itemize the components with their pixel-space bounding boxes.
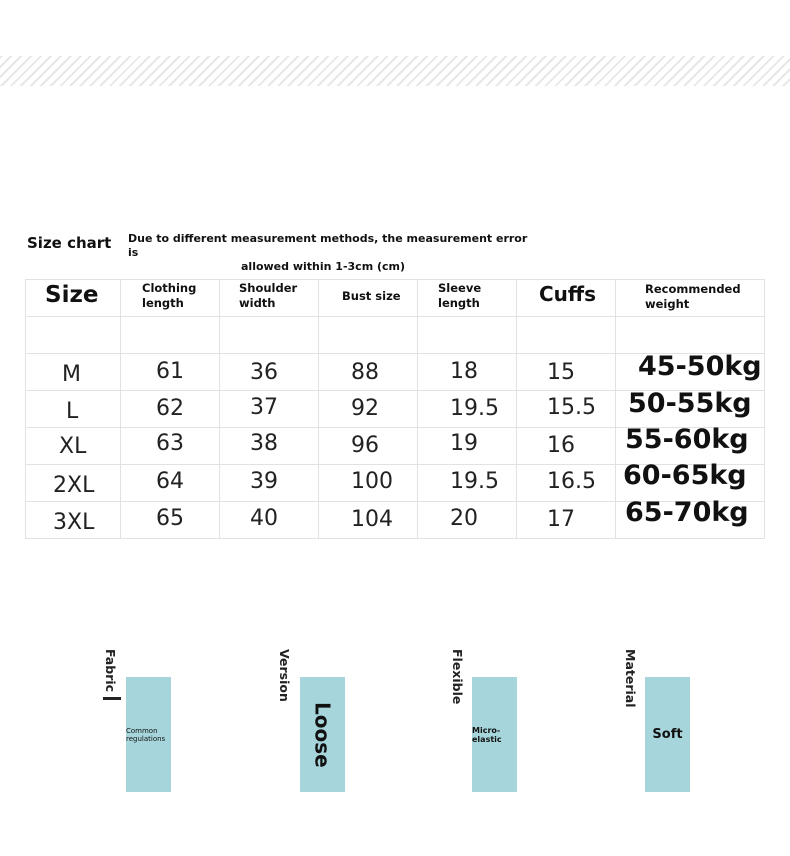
header-size: Size	[45, 282, 99, 308]
measurement-note-line-1: Due to different measurement methods, the measurement error is	[128, 232, 528, 259]
row-sleeve-length: 19	[450, 431, 478, 456]
table-grid-line	[25, 538, 765, 539]
table-grid-line	[25, 316, 765, 317]
feature-bar	[300, 677, 345, 792]
table-grid-line	[120, 279, 121, 539]
header-cuffs: Cuffs	[539, 282, 597, 306]
row-shoulder-width: 38	[250, 431, 278, 456]
row-sleeve-length: 19.5	[450, 396, 499, 421]
row-recommended-weight: 65-70kg	[625, 497, 749, 528]
feature-bar	[472, 677, 517, 792]
table-grid-line	[25, 279, 26, 539]
table-grid-line	[764, 279, 765, 539]
decorative-mark	[103, 697, 121, 700]
row-clothing-length: 64	[156, 469, 184, 494]
row-size: M	[62, 362, 81, 387]
row-size: 3XL	[53, 510, 95, 535]
table-grid-line	[219, 279, 220, 539]
feature-label: Flexible	[450, 649, 465, 705]
feature-label: Material	[623, 649, 638, 708]
row-recommended-weight: 55-60kg	[625, 424, 749, 455]
row-sleeve-length: 20	[450, 506, 478, 531]
table-grid-line	[318, 279, 319, 539]
feature-fabric	[103, 645, 233, 805]
row-bust-size: 100	[351, 469, 393, 494]
feature-material	[623, 645, 753, 805]
row-clothing-length: 63	[156, 431, 184, 456]
row-cuffs: 16	[547, 433, 575, 458]
feature-value: Common regulations	[126, 726, 166, 743]
row-cuffs: 17	[547, 507, 575, 532]
row-size: L	[66, 399, 79, 424]
feature-label: Fabric	[103, 649, 118, 693]
measurement-note-line-2: allowed within 1-3cm (cm)	[241, 260, 406, 273]
feature-bar	[645, 677, 690, 792]
row-size: XL	[59, 434, 87, 459]
row-clothing-length: 62	[156, 396, 184, 421]
row-cuffs: 16.5	[547, 469, 596, 494]
table-grid-line	[25, 279, 765, 280]
row-recommended-weight: 50-55kg	[628, 388, 752, 419]
size-chart-title: Size chart	[27, 234, 112, 252]
feature-value: Soft	[652, 727, 683, 742]
feature-value: Micro-elastic	[472, 725, 502, 744]
row-recommended-weight: 60-65kg	[623, 460, 747, 491]
row-bust-size: 104	[351, 507, 393, 532]
table-grid-line	[615, 279, 616, 539]
feature-value: Loose	[310, 701, 335, 768]
feature-bar	[126, 677, 171, 792]
row-bust-size: 92	[351, 396, 379, 421]
row-shoulder-width: 39	[250, 469, 278, 494]
row-bust-size: 96	[351, 433, 379, 458]
feature-label: Version	[277, 649, 292, 702]
row-sleeve-length: 18	[450, 359, 478, 384]
feature-version	[277, 645, 407, 805]
row-cuffs: 15.5	[547, 395, 596, 420]
table-grid-line	[417, 279, 418, 539]
header-shoulder-width: Shoulder width	[239, 281, 298, 310]
header-clothing-length: Clothing length	[142, 281, 197, 310]
header-recommended-weight: Recommended weight	[645, 282, 741, 311]
size-table	[25, 279, 765, 539]
row-size: 2XL	[53, 473, 95, 498]
table-grid-line	[516, 279, 517, 539]
row-recommended-weight: 45-50kg	[638, 351, 762, 382]
row-clothing-length: 61	[156, 359, 184, 384]
row-sleeve-length: 19.5	[450, 469, 499, 494]
row-shoulder-width: 40	[250, 506, 278, 531]
row-clothing-length: 65	[156, 506, 184, 531]
header-bust-size: Bust size	[342, 289, 401, 303]
row-bust-size: 88	[351, 360, 379, 385]
row-cuffs: 15	[547, 360, 575, 385]
decorative-stripe-band	[0, 56, 790, 86]
row-shoulder-width: 36	[250, 360, 278, 385]
feature-flexible	[450, 645, 580, 805]
header-sleeve-length: Sleeve length	[438, 281, 482, 310]
measurement-note	[128, 232, 528, 274]
row-shoulder-width: 37	[250, 395, 278, 420]
